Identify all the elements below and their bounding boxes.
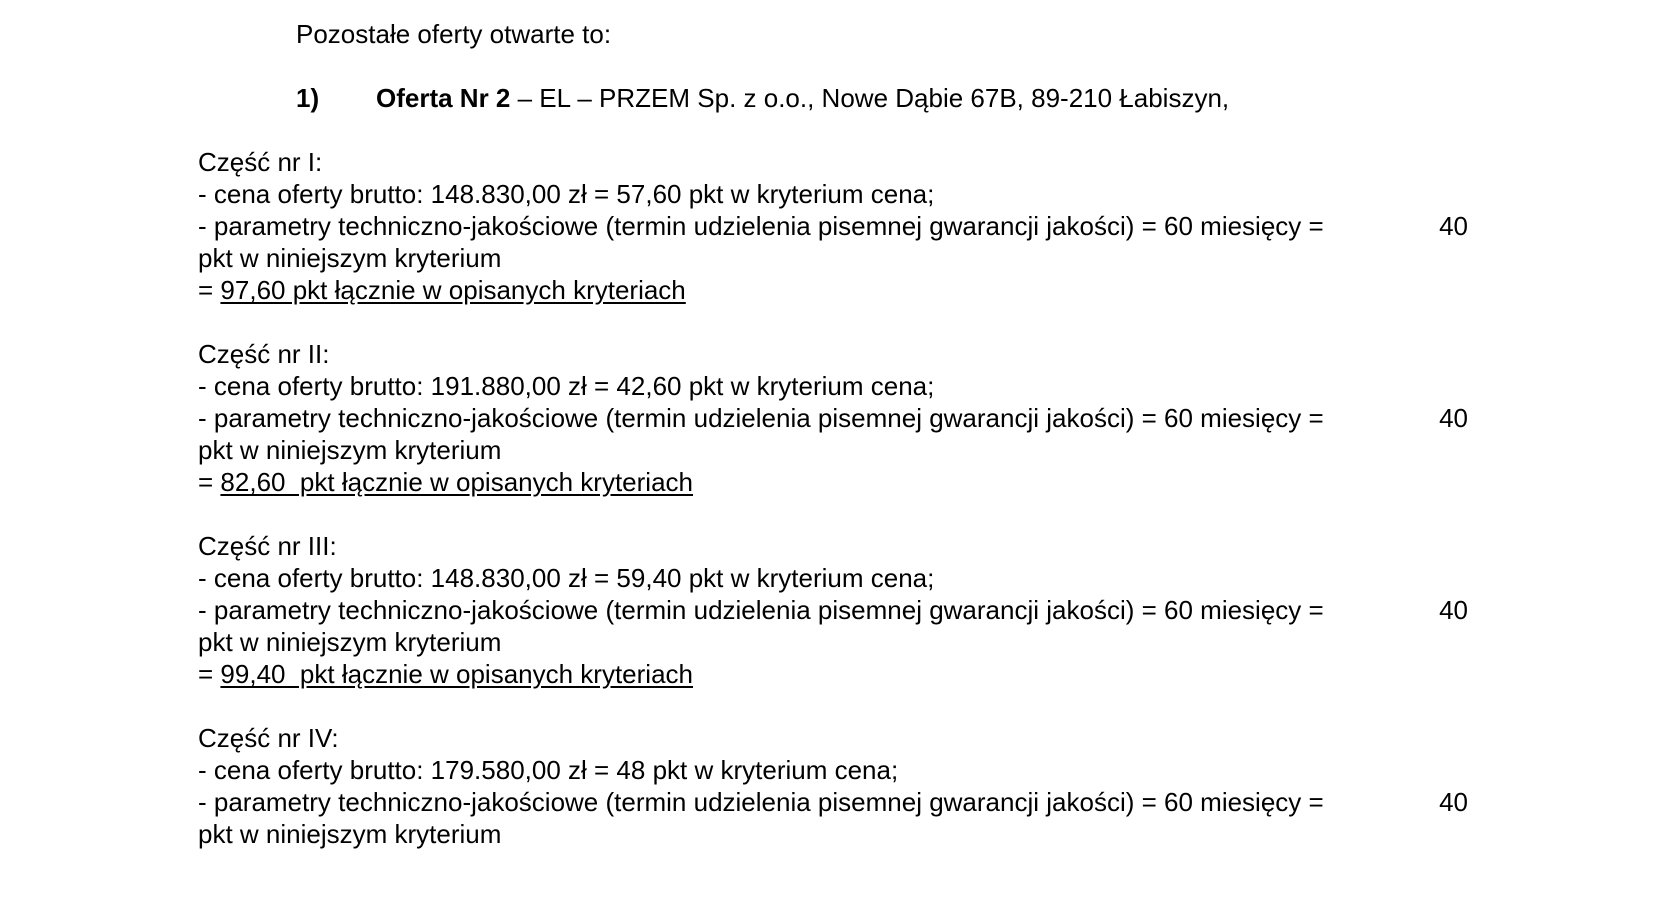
intro-text: Pozostałe oferty otwarte to: xyxy=(296,19,612,49)
tech-line-continuation: pkt w niniejszym kryterium xyxy=(198,243,502,273)
tech-line xyxy=(198,594,1468,626)
tech-line-text: - parametry techniczno-jakościowe (termin udzielenia pisemnej gwarancji jakości) = 60 miesięcy = xyxy=(198,403,1324,433)
part-section-2 xyxy=(198,338,1468,498)
tech-line xyxy=(198,210,1468,242)
price-line: - cena oferty brutto: 191.880,00 zł = 42,60 pkt w kryterium cena; xyxy=(198,371,935,401)
offer-number: 1) xyxy=(296,83,320,113)
tech-line xyxy=(198,402,1468,434)
offer-line xyxy=(296,82,1229,114)
part-section-4 xyxy=(198,722,1468,850)
part-heading: Część nr I: xyxy=(198,147,323,177)
tech-line-text: - parametry techniczno-jakościowe (termin udzielenia pisemnej gwarancji jakości) = 60 miesięcy = xyxy=(198,211,1324,241)
total-value: 82,60 pkt łącznie w opisanych kryteriach xyxy=(220,467,693,497)
offer-label: Oferta Nr 2 xyxy=(376,83,511,113)
total-prefix: = xyxy=(198,659,221,689)
offer-details: – EL – PRZEM Sp. z o.o., Nowe Dąbie 67B, 89-210 Łabiszyn, xyxy=(510,83,1230,113)
part-section-3 xyxy=(198,530,1468,690)
tech-line-text: - parametry techniczno-jakościowe (termin udzielenia pisemnej gwarancji jakości) = 60 miesięcy = xyxy=(198,787,1324,817)
tech-line-points: 40 xyxy=(1439,787,1468,817)
tech-line-continuation: pkt w niniejszym kryterium xyxy=(198,819,502,849)
total-prefix: = xyxy=(198,275,221,305)
total-line xyxy=(198,274,1468,306)
price-line: - cena oferty brutto: 179.580,00 zł = 48 pkt w kryterium cena; xyxy=(198,755,899,785)
price-line: - cena oferty brutto: 148.830,00 zł = 57,60 pkt w kryterium cena; xyxy=(198,179,935,209)
total-prefix: = xyxy=(198,467,221,497)
part-heading: Część nr III: xyxy=(198,531,337,561)
tech-line-continuation: pkt w niniejszym kryterium xyxy=(198,435,502,465)
part-section-1 xyxy=(198,146,1468,306)
price-line: - cena oferty brutto: 148.830,00 zł = 59,40 pkt w kryterium cena; xyxy=(198,563,935,593)
total-line xyxy=(198,658,1468,690)
tech-line-points: 40 xyxy=(1439,595,1468,625)
total-value: 99,40 pkt łącznie w opisanych kryteriach xyxy=(220,659,693,689)
tech-line-text: - parametry techniczno-jakościowe (termin udzielenia pisemnej gwarancji jakości) = 60 miesięcy = xyxy=(198,595,1324,625)
tech-line-points: 40 xyxy=(1439,211,1468,241)
part-heading: Część nr IV: xyxy=(198,723,339,753)
total-value: 97,60 pkt łącznie w opisanych kryteriach xyxy=(220,275,686,305)
tech-line-points: 40 xyxy=(1439,403,1468,433)
part-heading: Część nr II: xyxy=(198,339,330,369)
total-line xyxy=(198,466,1468,498)
tech-line-continuation: pkt w niniejszym kryterium xyxy=(198,627,502,657)
tech-line xyxy=(198,786,1468,818)
